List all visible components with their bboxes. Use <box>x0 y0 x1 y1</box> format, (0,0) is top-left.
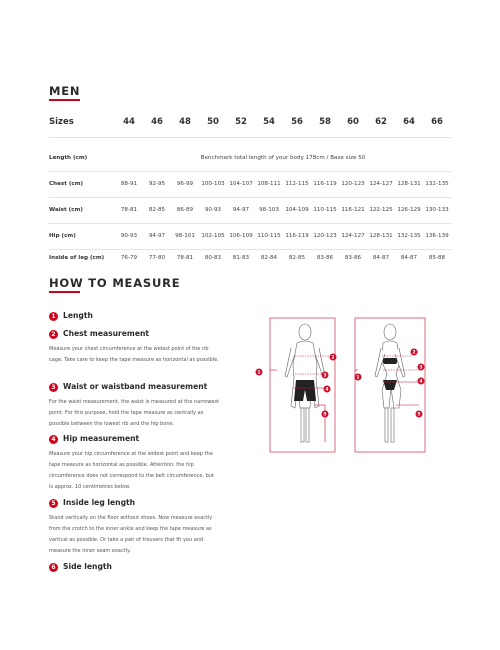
waist-cells <box>115 207 451 213</box>
table-cell: 100-103 <box>201 181 225 187</box>
size-cell: 52 <box>235 117 247 127</box>
waist-label: Waist (cm) <box>49 207 83 213</box>
men-title: MEN <box>49 84 81 98</box>
leg-row <box>49 249 451 271</box>
figure-marker <box>355 374 362 381</box>
size-cell: 54 <box>263 117 275 127</box>
table-cell: 82-84 <box>260 255 278 261</box>
table-cell: 132-135 <box>425 181 449 187</box>
size-cell: 58 <box>319 117 331 127</box>
table-cell: 102-105 <box>201 233 225 239</box>
table-cell: 83-86 <box>344 255 362 261</box>
table-cell: 96-99 <box>176 181 194 187</box>
table-cell: 88-91 <box>120 181 138 187</box>
chest-label: Chest (cm) <box>49 181 84 187</box>
how-to-measure-title: HOW TO MEASURE <box>49 276 181 290</box>
length-row <box>49 145 451 172</box>
size-cell: 44 <box>123 117 135 127</box>
svg-text:5: 5 <box>323 412 327 418</box>
step-number-badge: 3 <box>49 383 58 392</box>
size-cell: 48 <box>179 117 191 127</box>
table-cell: 82-85 <box>148 207 166 213</box>
step-title: Chest measurement <box>63 329 150 338</box>
table-cell: 124-127 <box>369 181 393 187</box>
step-number-badge: 6 <box>49 563 58 572</box>
table-cell: 81-83 <box>232 255 250 261</box>
size-cell: 66 <box>431 117 443 127</box>
table-cell: 116-119 <box>285 233 309 239</box>
step-description: Stand vertically on the floor without shoes. Now measure exactly from the crotch to the inner ankle and keep the tape measure as vertical as possible. Or take a pair of trousers that fit you and measure the inner seam exactly. <box>49 515 213 554</box>
step-description: For the waist measurement, the waist is measured at the narrowest point. For this purpose, hold the tape measure as centrally as possible between the lowest rib and the hip bone. <box>49 399 219 427</box>
svg-text:1: 1 <box>257 370 261 376</box>
figure-marker <box>256 369 263 376</box>
table-cell: 126-129 <box>397 207 421 213</box>
step-number-badge: 1 <box>49 312 58 321</box>
svg-text:2: 2 <box>331 355 335 361</box>
table-cell: 92-95 <box>148 181 166 187</box>
table-cell: 94-97 <box>148 233 166 239</box>
table-cell: 85-88 <box>428 255 446 261</box>
men-title-underline <box>49 99 80 101</box>
svg-text:3: 3 <box>419 365 423 371</box>
step-title: Waist or waistband measurement <box>63 382 208 391</box>
size-cell: 60 <box>347 117 359 127</box>
size-cell: 62 <box>375 117 387 127</box>
table-cell: 108-111 <box>257 181 281 187</box>
step-description: Measure your chest circumference at the widest point of the rib cage. Take care to keep the tape measure as horizontal as possible. <box>49 346 219 363</box>
table-cell: 77-80 <box>148 255 166 261</box>
table-cell: 116-119 <box>313 181 337 187</box>
step-title: Inside leg length <box>63 498 136 507</box>
step-title: Side length <box>63 562 112 571</box>
table-cell: 94-97 <box>232 207 250 213</box>
table-cell: 120-123 <box>341 181 365 187</box>
step-number-badge: 4 <box>49 435 58 444</box>
chest-cells <box>115 181 451 187</box>
figure-marker <box>330 354 337 361</box>
table-cell: 130-133 <box>425 207 449 213</box>
table-cell: 86-89 <box>176 207 194 213</box>
table-cell: 132-135 <box>397 233 421 239</box>
length-label: Length (cm) <box>49 155 88 161</box>
table-cell: 128-131 <box>397 181 421 187</box>
sizes-label: Sizes <box>49 117 74 127</box>
sizes-cells <box>115 117 451 127</box>
table-cell: 110-115 <box>257 233 281 239</box>
table-cell: 78-81 <box>120 207 138 213</box>
leg-label: Inside of leg (cm) <box>49 255 105 261</box>
table-cell: 120-123 <box>313 233 337 239</box>
size-cell: 56 <box>291 117 303 127</box>
step-title: Hip measurement <box>63 434 140 443</box>
table-cell: 90-93 <box>204 207 222 213</box>
hip-row <box>49 223 451 250</box>
figure-marker <box>416 411 423 418</box>
table-cell: 83-86 <box>316 255 334 261</box>
table-cell: 98-101 <box>175 233 195 239</box>
svg-text:3: 3 <box>323 373 327 379</box>
table-cell: 106-109 <box>229 233 253 239</box>
size-cell: 64 <box>403 117 415 127</box>
table-cell: 76-79 <box>120 255 138 261</box>
how-title-underline <box>49 291 80 293</box>
table-cell: 136-139 <box>425 233 449 239</box>
figure-marker <box>411 349 418 356</box>
leg-cells <box>115 255 451 261</box>
table-cell: 128-131 <box>369 233 393 239</box>
svg-text:4: 4 <box>419 379 423 385</box>
step-number-badge: 2 <box>49 330 58 339</box>
waist-row <box>49 197 451 224</box>
figure-marker <box>324 386 331 393</box>
figure-marker <box>322 372 329 379</box>
length-benchmark: Benchmark total length of your body 178cm / Base size 50 <box>200 155 366 161</box>
svg-text:5: 5 <box>417 412 421 418</box>
hip-cells <box>115 233 451 239</box>
size-cell: 50 <box>207 117 219 127</box>
svg-text:4: 4 <box>325 387 329 393</box>
measurement-figure <box>255 310 455 460</box>
table-cell: 104-109 <box>285 207 309 213</box>
table-cell: 84-87 <box>372 255 390 261</box>
table-cell: 112-115 <box>285 181 309 187</box>
figure-marker <box>418 378 425 385</box>
table-cell: 90-93 <box>120 233 138 239</box>
table-cell: 124-127 <box>341 233 365 239</box>
table-cell: 84-87 <box>400 255 418 261</box>
step-number-badge: 5 <box>49 499 58 508</box>
figure-marker <box>418 364 425 371</box>
table-cell: 122-125 <box>369 207 393 213</box>
table-cell: 82-85 <box>288 255 306 261</box>
size-cell: 46 <box>151 117 163 127</box>
table-cell: 104-107 <box>229 181 253 187</box>
table-cell: 78-81 <box>176 255 194 261</box>
hip-label: Hip (cm) <box>49 233 76 239</box>
svg-text:1: 1 <box>356 375 360 381</box>
step-description: Measure your hip circumference at the widest point and keep the tape measure as horizontal as possible. Attention: the hip circumference does not correspond to the belt circumference, but is approx. 10 centimetres below. <box>49 451 214 490</box>
sizes-row <box>49 110 451 138</box>
table-cell: 110-115 <box>313 207 337 213</box>
table-cell: 116-121 <box>341 207 365 213</box>
table-cell: 80-83 <box>204 255 222 261</box>
chest-row <box>49 171 451 198</box>
svg-text:2: 2 <box>412 350 416 356</box>
figure-marker <box>322 411 329 418</box>
step-title: Length <box>63 311 93 320</box>
table-cell: 98-103 <box>259 207 279 213</box>
